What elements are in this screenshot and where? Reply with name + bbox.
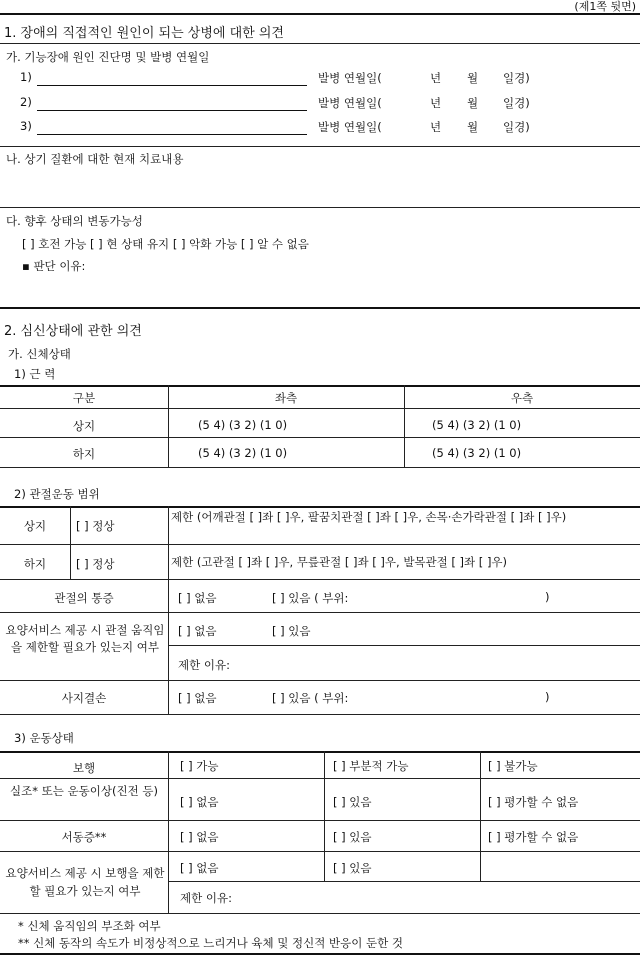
note-ataxia: * 신체 움직임의 부조화 여부 [18,919,161,933]
strength-lower-left-scale[interactable]: (5 4) (3 2) (1 0) [198,446,288,460]
strength-header-left: 좌측 [274,391,298,405]
joint-pain-none[interactable]: [ ] 없음 [178,591,217,605]
row-divider [0,579,640,580]
amputation-none[interactable]: [ ] 없음 [178,691,217,705]
row-num: 2) [20,95,32,109]
prognosis-reason-label: ▪ 판단 이유: [22,259,86,273]
month-label: 월 [467,71,479,85]
section1a-title: 가. 기능장애 원인 진단명 및 발병 연월일 [6,50,210,64]
row-divider [168,645,640,646]
approx-label: 일경) [503,71,530,85]
motor-walk-opt3[interactable]: [ ] 불가능 [488,759,538,773]
year-label: 년 [430,96,442,110]
motor-walk-label: 보행 [72,761,96,775]
section1b-title: 나. 상기 질환에 대한 현재 치료내용 [6,152,184,166]
diagnosis-input-1[interactable] [37,85,307,86]
motor-ataxia-opt3[interactable]: [ ] 평가할 수 없음 [488,795,579,809]
motor-ataxia-opt1[interactable]: [ ] 없음 [180,795,219,809]
approx-label: 일경) [503,96,530,110]
joint-pain-label: 관절의 통증 [54,591,114,605]
joint-restrict-reason: 제한 이유: [178,658,230,672]
strength-row-lower-label: 하지 [72,447,96,461]
col-divider [480,751,481,881]
amputation-close: ) [545,690,550,704]
divider [0,146,640,147]
section-border [0,307,640,309]
divider [0,43,640,44]
row-divider [0,612,640,613]
prognosis-options[interactable]: [ ] 호전 가능 [ ] 현 상태 유지 [ ] 악화 가능 [ ] 알 수 없음 [22,237,309,251]
row-num: 1) [20,70,32,84]
motor-title: 3) 운동상태 [14,731,74,745]
divider [0,207,640,208]
strength-upper-left-scale[interactable]: (5 4) (3 2) (1 0) [198,418,288,432]
col-divider [404,385,405,467]
row-divider [0,820,640,821]
joint-upper-limit[interactable]: 제한 (어깨관절 [ ]좌 [ ]우, 팔꿈치관절 [ ]좌 [ ]우, 손목·손가락관절 [ ]좌 [ ]우) [171,510,567,524]
row-divider [168,881,640,882]
joint-title: 2) 관절운동 범위 [14,487,100,501]
motor-walk-opt2[interactable]: [ ] 부분적 가능 [333,759,409,773]
row-divider [0,851,640,852]
strength-header-category: 구분 [72,391,96,405]
joint-upper-label: 상지 [23,519,47,533]
row-divider [0,437,640,438]
table-border [0,714,640,715]
month-label: 월 [467,96,479,110]
section2-title: 2. 심신상태에 관한 의견 [4,324,142,339]
col-divider [168,751,169,913]
approx-label: 일경) [503,120,530,134]
section2a-title: 가. 신체상태 [8,347,71,361]
strength-lower-right-scale[interactable]: (5 4) (3 2) (1 0) [432,446,522,460]
walk-restrict-yes[interactable]: [ ] 있음 [333,861,372,875]
year-label: 년 [430,71,442,85]
joint-lower-normal[interactable]: [ ] 정상 [76,557,115,571]
joint-pain-yes[interactable]: [ ] 있음 ( 부위: [272,591,349,605]
bottom-border [0,953,640,955]
onset-label: 발병 연월일( [318,71,382,85]
col-divider [168,506,169,714]
table-border [0,467,640,468]
section1-title: 1. 장애의 직접적인 원인이 되는 상병에 대한 의견 [4,26,284,41]
strength-row-upper-label: 상지 [72,419,96,433]
strength-upper-right-scale[interactable]: (5 4) (3 2) (1 0) [432,418,522,432]
table-border [0,913,640,914]
walk-restrict-none[interactable]: [ ] 없음 [180,861,219,875]
joint-restrict-none[interactable]: [ ] 없음 [178,624,217,638]
motor-bradykinesia-opt3[interactable]: [ ] 평가할 수 없음 [488,830,579,844]
treatment-field[interactable] [8,172,628,202]
month-label: 월 [467,120,479,134]
prognosis-reason-field[interactable] [95,258,625,298]
col-divider [168,385,169,467]
motor-bradykinesia-opt2[interactable]: [ ] 있음 [333,830,372,844]
joint-pain-close: ) [545,590,550,604]
strength-header-right: 우측 [510,391,534,405]
onset-label: 발병 연월일( [318,96,382,110]
joint-lower-label: 하지 [23,557,47,571]
table-border [0,751,640,753]
row-divider [0,778,640,779]
page-label: (제1쪽 뒷면) [574,0,636,13]
joint-upper-normal[interactable]: [ ] 정상 [76,519,115,533]
col-divider [324,751,325,881]
diagnosis-input-3[interactable] [37,134,307,135]
joint-restrict-label: 요양서비스 제공 시 관절 움직임을 제한할 필요가 있는지 여부 [5,623,165,654]
section1c-title: 다. 향후 상태의 변동가능성 [6,214,143,228]
motor-walk-opt1[interactable]: [ ] 가능 [180,759,219,773]
joint-lower-limit[interactable]: 제한 (고관절 [ ]좌 [ ]우, 무릎관절 [ ]좌 [ ]우, 발목관절 [ ]좌 [ ]우) [171,555,508,569]
diagnosis-input-2[interactable] [37,110,307,111]
col-divider [70,506,71,579]
motor-ataxia-opt2[interactable]: [ ] 있음 [333,795,372,809]
row-divider [0,680,640,681]
top-border [0,13,640,15]
row-divider [0,408,640,409]
motor-bradykinesia-opt1[interactable]: [ ] 없음 [180,830,219,844]
year-label: 년 [430,120,442,134]
walk-restrict-label: 요양서비스 제공 시 보행을 제한할 필요가 있는지 여부 [5,866,165,898]
row-divider [0,544,640,545]
motor-ataxia-label: 실조* 또는 운동이상(진전 등) [10,784,158,798]
motor-bradykinesia-label: 서동증** [61,830,107,844]
amputation-label: 사지결손 [61,691,107,705]
joint-restrict-yes[interactable]: [ ] 있음 [272,624,311,638]
note-bradykinesia: ** 신체 동작의 속도가 비정상적으로 느리거나 육체 및 정신적 반응이 둔한 것 [18,936,403,950]
strength-title: 1) 근 력 [14,367,56,381]
onset-label: 발병 연월일( [318,120,382,134]
amputation-yes[interactable]: [ ] 있음 ( 부위: [272,691,349,705]
table-border [0,506,640,508]
table-border [0,385,640,387]
walk-restrict-reason: 제한 이유: [180,891,232,905]
row-num: 3) [20,119,32,133]
